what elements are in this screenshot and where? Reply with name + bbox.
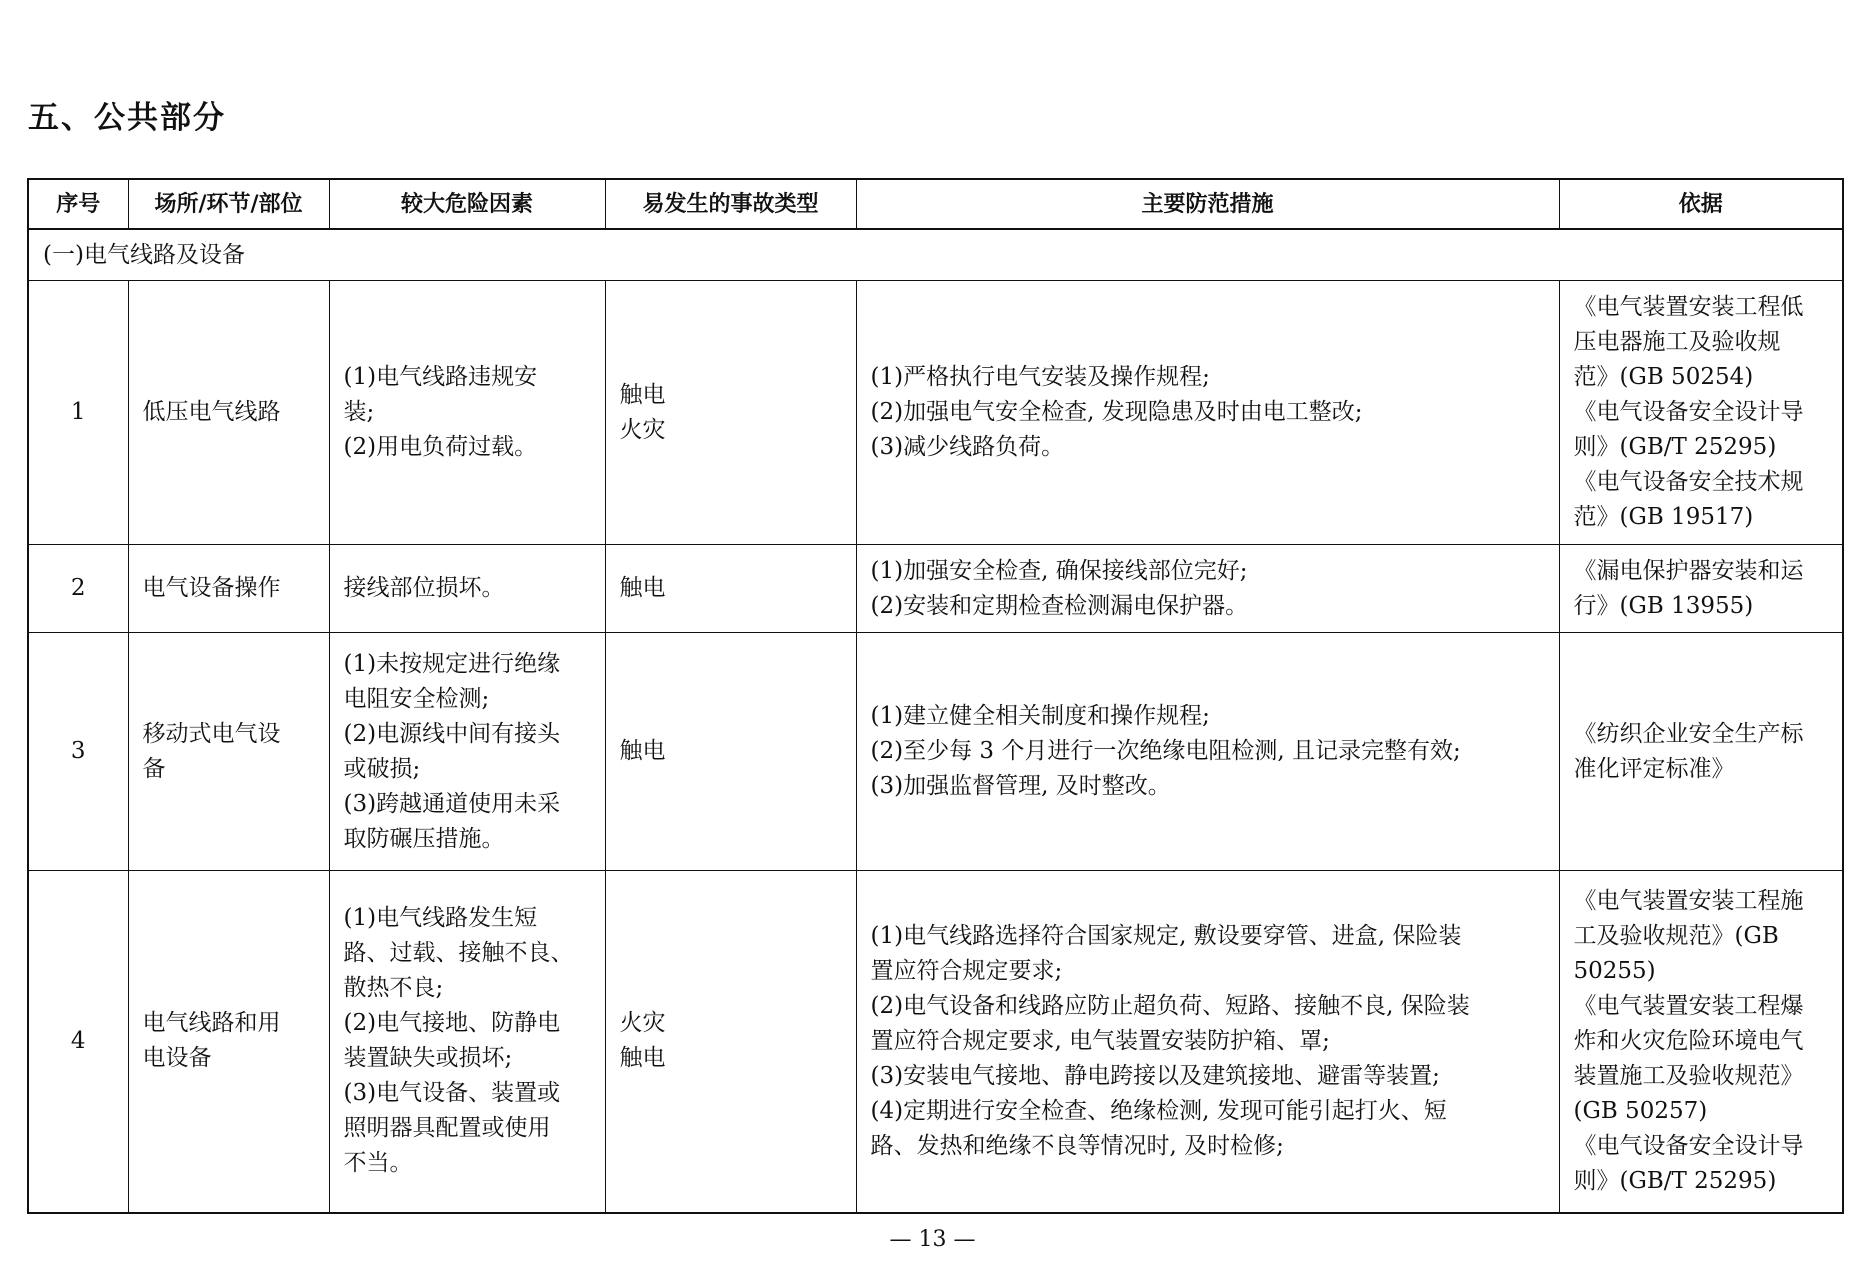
cell-line: (1)加强安全检查, 确保接线部位完好; xyxy=(870,557,1248,584)
measures-cell xyxy=(856,871,1559,1213)
cell-line: 触电 xyxy=(619,738,666,764)
cell-line: 压电器施工及验收规 xyxy=(1573,329,1781,355)
cell-line: 装置施工及验收规范》 xyxy=(1573,1062,1804,1089)
cell-line: (4)定期进行安全检查、绝缘检测, 发现可能引起打火、短 xyxy=(870,1097,1447,1124)
cell-line: (1)建立健全相关制度和操作规程; xyxy=(870,703,1210,729)
header-cell: 较大危险因素 xyxy=(329,179,605,229)
risk-cell xyxy=(329,633,605,871)
measures-cell xyxy=(856,281,1559,545)
header-cell: 易发生的事故类型 xyxy=(605,179,856,229)
basis-cell xyxy=(1559,545,1843,633)
header-cell: 序号 xyxy=(28,179,128,229)
cell-line: (1)未按规定进行绝缘 xyxy=(343,650,561,677)
hazard-table xyxy=(27,178,1844,1214)
cell-line: 火灾 xyxy=(619,1010,666,1037)
place-cell xyxy=(128,281,329,545)
cell-line: 装置缺失或损坏; xyxy=(343,1045,513,1072)
cell-line: 《漏电保护器安装和运 xyxy=(1573,557,1804,584)
cell-line: 或破损; xyxy=(343,755,421,782)
basis-cell xyxy=(1559,633,1843,871)
cell-line: 备 xyxy=(142,755,166,782)
basis-cell xyxy=(1559,281,1843,545)
page-number: — 13 — xyxy=(889,1227,976,1252)
cell-line: 接线部位损坏。 xyxy=(343,575,505,601)
cell-line: 路、过载、接触不良、 xyxy=(343,940,574,967)
cell-line: 范》(GB 50254) xyxy=(1573,364,1754,390)
category-row xyxy=(28,229,1843,281)
cell-line: 50255) xyxy=(1573,957,1656,984)
cell-line: 准化评定标准》 xyxy=(1573,755,1735,782)
cell-line: 触电 xyxy=(619,1045,666,1072)
place-cell xyxy=(128,633,329,871)
cell-line: 电气设备操作 xyxy=(142,575,281,601)
table-header-row xyxy=(28,179,1843,229)
category-label: (一)电气线路及设备 xyxy=(28,229,1843,281)
cell-line: 路、发热和绝缘不良等情况时, 及时检修; xyxy=(870,1132,1284,1159)
cell-line: 照明器具配置或使用 xyxy=(343,1115,551,1142)
cell-line: 则》(GB/T 25295) xyxy=(1573,434,1777,460)
cell-line: 《电气设备安全设计导 xyxy=(1573,1132,1804,1159)
cell-line: 则》(GB/T 25295) xyxy=(1573,1167,1777,1194)
measures-cell xyxy=(856,633,1559,871)
cell-line: (3)安装电气接地、静电跨接以及建筑接地、避雷等装置; xyxy=(870,1062,1440,1089)
measures-cell xyxy=(856,545,1559,633)
cell-line: 《电气装置安装工程低 xyxy=(1573,294,1804,320)
cell-line: (2)电气接地、防静电 xyxy=(343,1010,561,1037)
cell-line: 电设备 xyxy=(142,1045,212,1072)
risk-cell xyxy=(329,281,605,545)
header-cell: 依据 xyxy=(1559,179,1843,229)
risk-cell xyxy=(329,545,605,633)
cell-line: 移动式电气设 xyxy=(142,720,281,747)
cell-line: (1)电气线路选择符合国家规定, 敷设要穿管、进盒, 保险装 xyxy=(870,922,1462,949)
section-title: 五、公共部分 xyxy=(28,100,226,136)
table-row xyxy=(28,633,1843,871)
cell-line: (1)电气线路发生短 xyxy=(343,905,538,932)
header-cell: 场所/环节/部位 xyxy=(128,179,329,229)
cell-line: 《电气装置安装工程爆 xyxy=(1573,992,1804,1019)
cell-line: (3)减少线路负荷。 xyxy=(870,434,1065,460)
accident-type-cell xyxy=(605,545,856,633)
cell-line: 装; xyxy=(343,399,375,425)
cell-line: 置应符合规定要求, 电气装置安装防护箱、罩; xyxy=(870,1027,1330,1054)
cell-line: (2)电气设备和线路应防止超负荷、短路、接触不良, 保险装 xyxy=(870,992,1470,1019)
cell-line: (GB 50257) xyxy=(1573,1097,1708,1124)
accident-type-cell xyxy=(605,281,856,545)
table-row xyxy=(28,871,1843,1213)
cell-line: 触电 xyxy=(619,381,666,408)
cell-line: (1)电气线路违规安 xyxy=(343,364,538,390)
cell-line: 范》(GB 19517) xyxy=(1573,504,1754,530)
cell-line: 散热不良; xyxy=(343,975,444,1002)
cell-line: 触电 xyxy=(619,575,666,601)
table-row xyxy=(28,545,1843,633)
row-number: 1 xyxy=(28,281,128,545)
cell-line: (3)电气设备、装置或 xyxy=(343,1080,561,1107)
place-cell xyxy=(128,871,329,1213)
row-number: 2 xyxy=(28,545,128,633)
cell-line: 置应符合规定要求; xyxy=(870,957,1063,984)
risk-cell xyxy=(329,871,605,1213)
cell-line: 《纺织企业安全生产标 xyxy=(1573,720,1804,747)
cell-line: (1)严格执行电气安装及操作规程; xyxy=(870,364,1210,390)
cell-line: 不当。 xyxy=(343,1150,413,1177)
row-number: 4 xyxy=(28,871,128,1213)
cell-line: (2)加强电气安全检查, 发现隐患及时由电工整改; xyxy=(870,399,1363,425)
cell-line: 火灾 xyxy=(619,416,666,443)
cell-line: (2)用电负荷过载。 xyxy=(343,434,538,460)
place-cell xyxy=(128,545,329,633)
row-number: 3 xyxy=(28,633,128,871)
cell-line: (2)电源线中间有接头 xyxy=(343,720,561,747)
basis-cell xyxy=(1559,871,1843,1213)
cell-line: (3)跨越通道使用未采 xyxy=(343,790,561,817)
cell-line: (3)加强监督管理, 及时整改。 xyxy=(870,773,1171,799)
cell-line: 工及验收规范》(GB xyxy=(1573,922,1779,949)
table-row xyxy=(28,281,1843,545)
cell-line: 取防碾压措施。 xyxy=(343,825,505,852)
cell-line: 《电气设备安全设计导 xyxy=(1573,399,1804,425)
cell-line: 低压电气线路 xyxy=(142,399,281,425)
cell-line: 炸和火灾危险环境电气 xyxy=(1573,1027,1804,1054)
cell-line: (2)安装和定期检查检测漏电保护器。 xyxy=(870,592,1249,619)
cell-line: 《电气设备安全技术规 xyxy=(1573,469,1804,495)
cell-line: 电阻安全检测; xyxy=(343,685,490,712)
cell-line: 《电气装置安装工程施 xyxy=(1573,887,1804,914)
cell-line: 行》(GB 13955) xyxy=(1573,592,1754,619)
cell-line: (2)至少每 3 个月进行一次绝缘电阻检测, 且记录完整有效; xyxy=(870,738,1461,764)
accident-type-cell xyxy=(605,633,856,871)
accident-type-cell xyxy=(605,871,856,1213)
cell-line: 电气线路和用 xyxy=(142,1010,281,1037)
header-cell: 主要防范措施 xyxy=(856,179,1559,229)
